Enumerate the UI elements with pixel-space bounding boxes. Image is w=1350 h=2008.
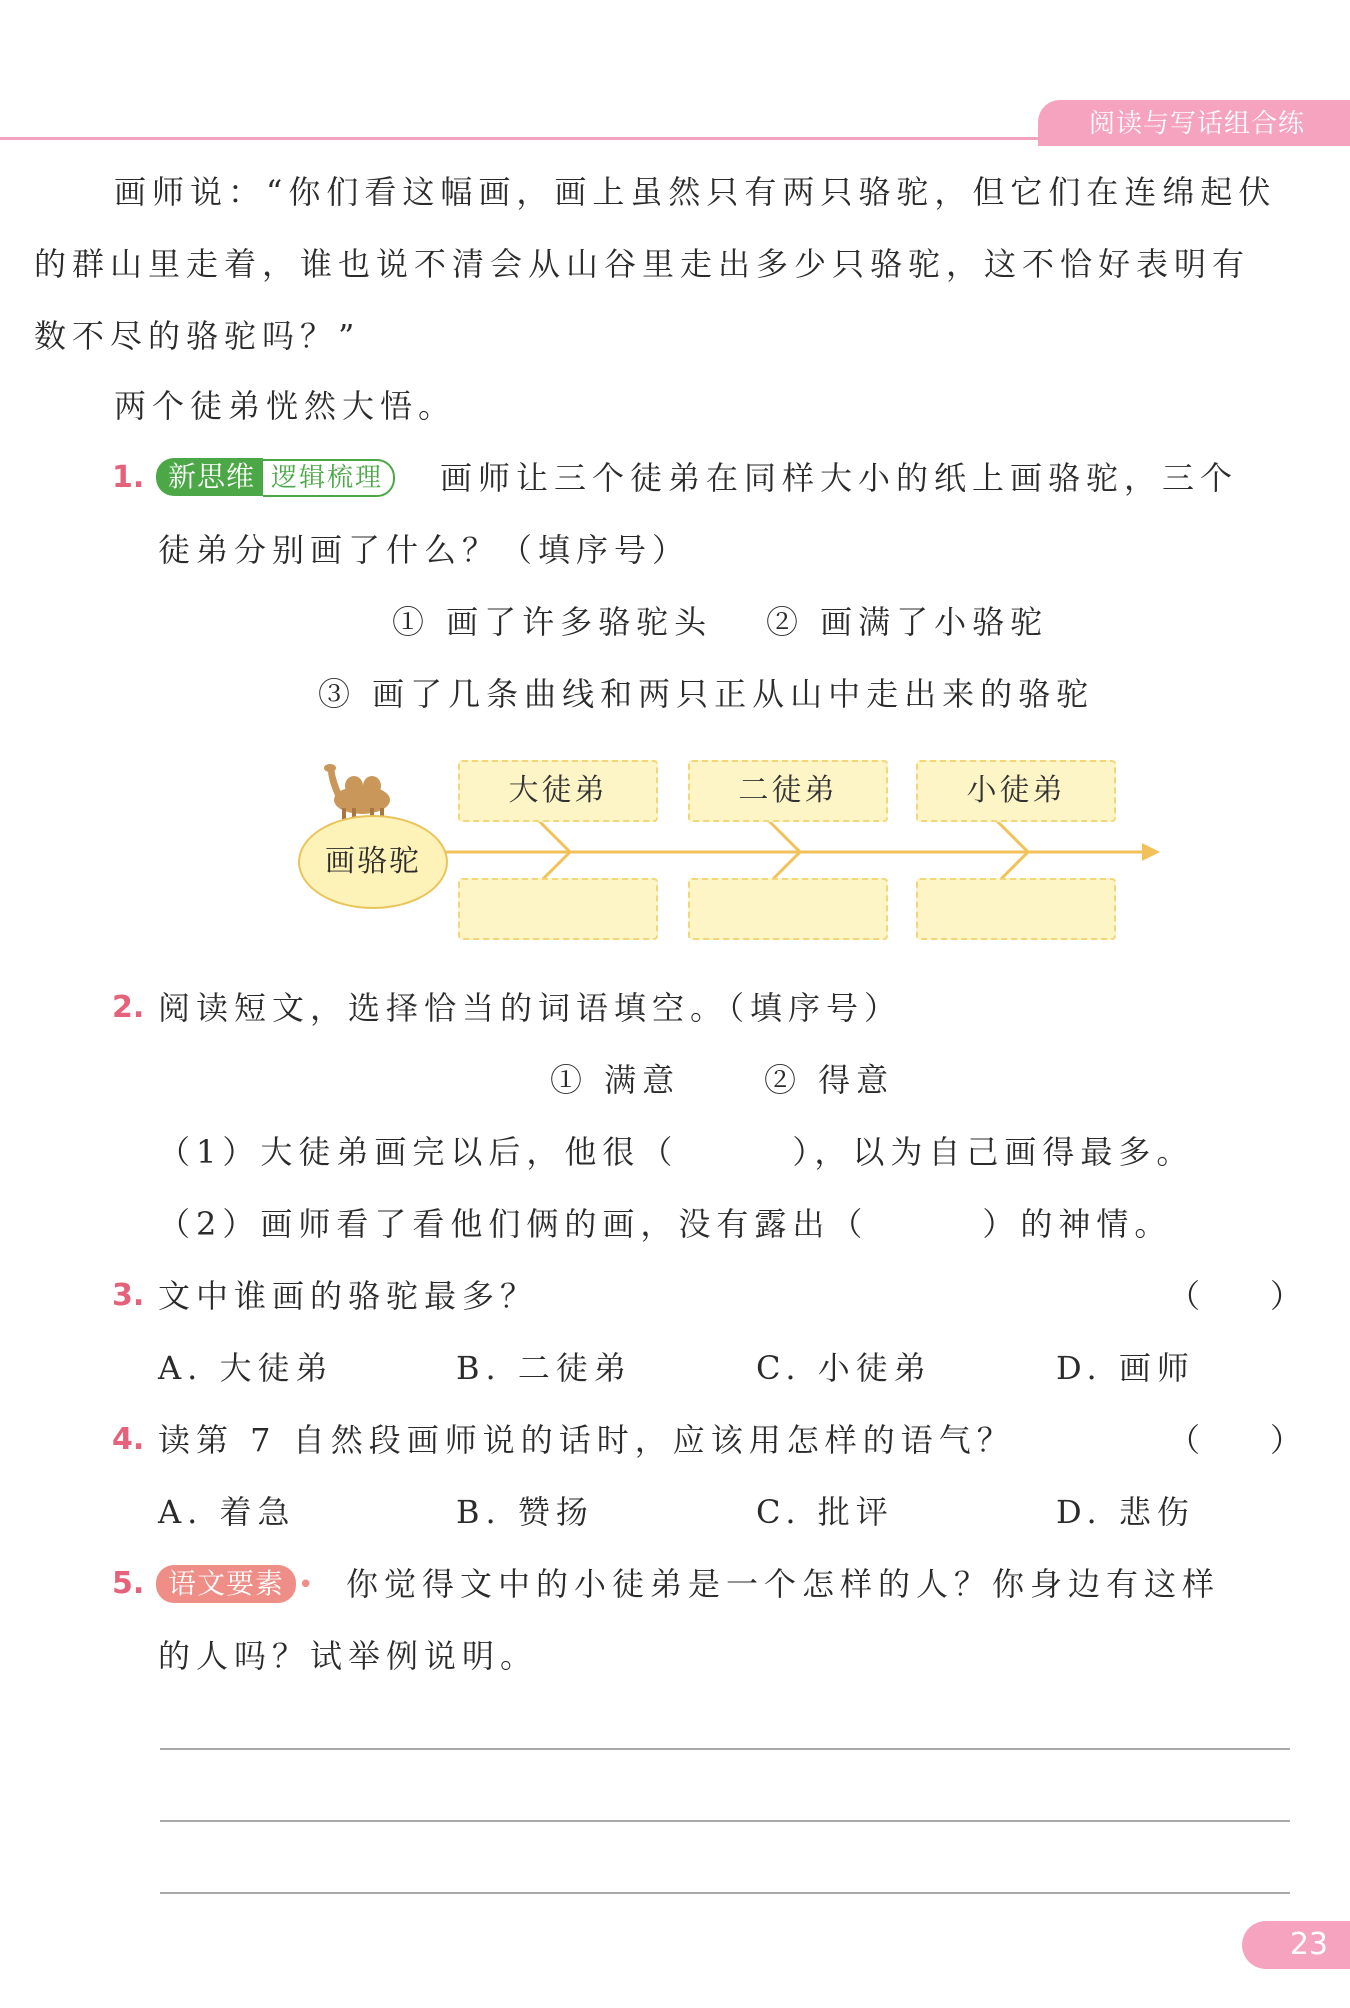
q1-text-line-2: 徒弟分别画了什么？（填序号） [158,531,691,569]
q2-text: 阅读短文，选择恰当的词语填空。（填序号） [158,989,903,1027]
passage-line-1: 画师说：“你们看这幅画，画上虽然只有两只骆驼，但它们在连绵起伏 [114,173,1277,211]
diagram-center-oval: 画骆驼 [298,815,448,909]
q4-choice-b[interactable]: B. 赞扬 [456,1493,594,1531]
q4-text: 读第 7 自然段画师说的话时，应该用怎样的语气？ [158,1421,1015,1459]
q1-option-1: ① 画了许多骆驼头 [392,603,713,641]
q1-number: 1. [112,460,145,495]
diagram-answer-box-2[interactable] [688,878,888,940]
q1-badge [156,458,395,497]
q2-option-2: ② 得意 [764,1061,895,1099]
q3-choice-c[interactable]: C. 小徒弟 [756,1349,932,1387]
page-number: 23 [1289,1927,1328,1962]
q1-diagram-arrows [0,740,1350,950]
q3-choice-b[interactable]: B. 二徒弟 [456,1349,632,1387]
answer-line-1[interactable] [160,1748,1290,1750]
q4-choice-a[interactable]: A. 着急 [158,1493,296,1531]
q2-number: 2. [112,990,145,1025]
badge-dot-icon: • [298,1570,314,1600]
diagram-answer-box-1[interactable] [458,878,658,940]
q3-answer-bracket[interactable]: （ ） [1168,1277,1305,1315]
passage-line-4: 两个徒弟恍然大悟。 [114,387,457,425]
q4-number: 4. [112,1422,145,1457]
q1-badge-tag: 逻辑梳理 [263,459,395,497]
diagram-answer-box-3[interactable] [916,878,1116,940]
q2-option-1: ① 满意 [550,1061,681,1099]
q5-text-line-2: 的人吗？试举例说明。 [158,1637,539,1675]
diagram-label-3: 小徒弟 [966,773,1066,808]
passage-line-3: 数不尽的骆驼吗？” [34,317,361,355]
q1-option-2: ② 画满了小骆驼 [766,603,1049,641]
q5-text-line-1: 你觉得文中的小徒弟是一个怎样的人？你身边有这样 [346,1565,1221,1603]
diagram-label-2: 二徒弟 [738,773,838,808]
answer-line-3[interactable] [160,1892,1290,1894]
q1-text-line-1: 画师让三个徒弟在同样大小的纸上画骆驼，三个 [440,459,1239,497]
q2-sub-1: （1）大徒弟画完以后，他很（ ），以为自己画得最多。 [158,1133,1195,1171]
diagram-label-box-2 [688,760,888,822]
diagram-label-box-3 [916,760,1116,822]
q5-badge [156,1565,317,1603]
q5-badge-label: 语文要素 [156,1565,296,1603]
q1-badge-label: 新思维 [156,458,263,496]
q1-option-3: ③ 画了几条曲线和两只正从山中走出来的骆驼 [318,675,1095,713]
passage-line-2: 的群山里走着，谁也说不清会从山谷里走出多少只骆驼，这不恰好表明有 [34,245,1251,283]
q3-number: 3. [112,1278,145,1313]
q4-choice-d[interactable]: D. 悲伤 [1056,1493,1195,1531]
diagram-label-1: 大徒弟 [508,773,608,808]
q5-number: 5. [112,1566,145,1601]
q3-choice-a[interactable]: A. 大徒弟 [158,1349,334,1387]
section-title: 阅读与写话组合练 [1088,109,1305,139]
q4-choice-c[interactable]: C. 批评 [756,1493,894,1531]
q3-text: 文中谁画的骆驼最多？ [158,1277,539,1315]
q3-choice-d[interactable]: D. 画师 [1056,1349,1195,1387]
diagram-label-box-1 [458,760,658,822]
q2-sub-2: （2）画师看了看他们俩的画，没有露出（ ）的神情。 [158,1205,1173,1243]
q4-answer-bracket[interactable]: （ ） [1168,1421,1305,1459]
answer-line-2[interactable] [160,1820,1290,1822]
